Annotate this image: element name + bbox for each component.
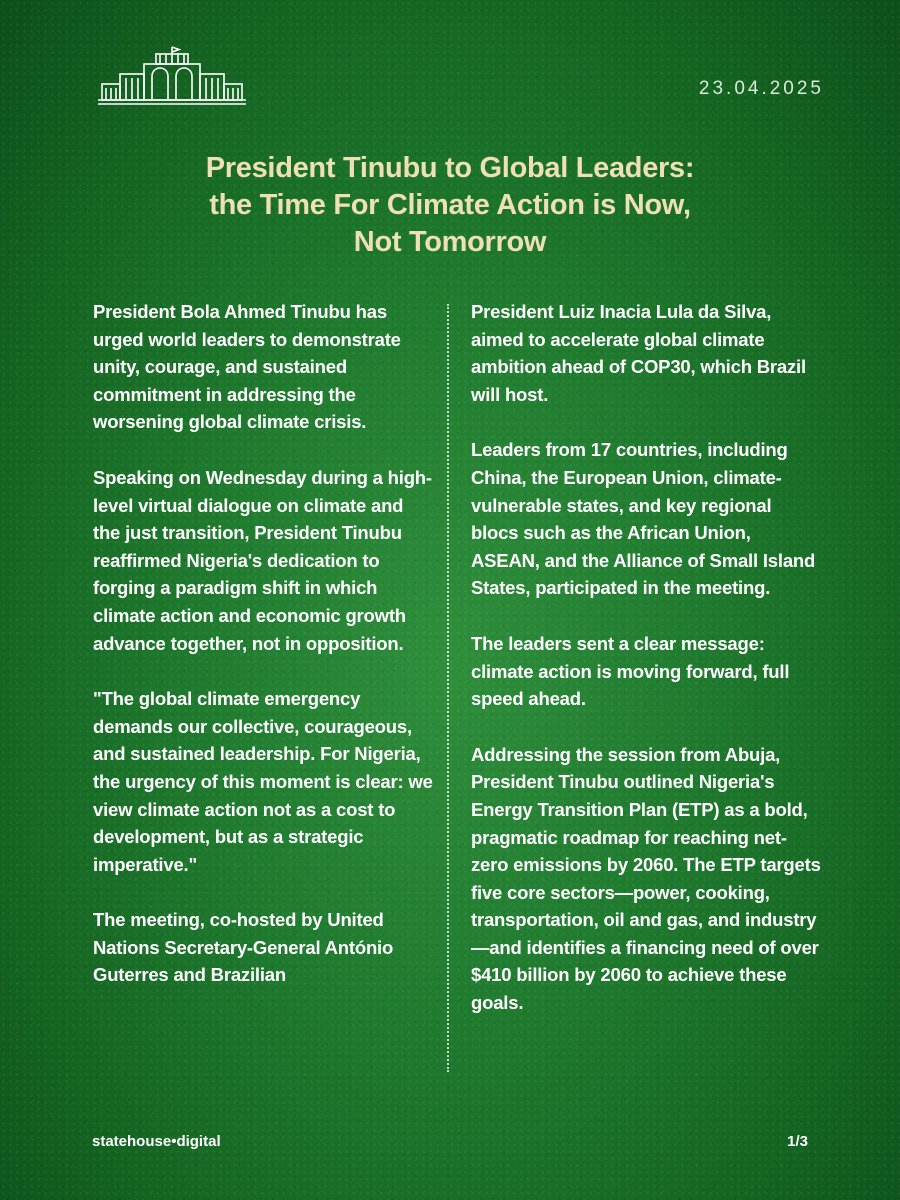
quote-paragraph: "The global climate emergency demands our collective, courageous, and sustained leadership. For Nigeria, the urgency of this moment is clear: we view climate action not as a cost to development, but as a strategic imperative." xyxy=(93,688,433,875)
paragraph: Leaders from 17 countries, including China, the European Union, climate-vulnerable states, and key regional blocs such as the African Union, ASEAN, and the Alliance of Small Island States, participated in the meeting. xyxy=(471,439,816,599)
left-column xyxy=(93,298,447,1074)
footer-brand: statehouse•digital xyxy=(92,1133,221,1150)
article-body xyxy=(93,298,823,1074)
headline-line-1: President Tinubu to Global Leaders: xyxy=(205,152,695,184)
statehouse-building-icon xyxy=(96,46,248,108)
headline-line-3: Not Tomorrow xyxy=(353,226,547,258)
headline-line-2: the Time For Climate Action is Now, xyxy=(209,189,691,221)
paragraph: Addressing the session from Abuja, President Tinubu outlined Nigeria's Energy Transition Plan (ETP) as a bold, pragmatic roadmap for reaching net-zero emissions by 2060. The ETP targets five core sectors—power, cooking, transportation, oil and gas, and industry—and identifies a financing need of over $410 billion by 2060 to achieve these goals. xyxy=(471,743,821,1014)
paragraph: The leaders sent a clear message: climate action is moving forward, full speed ahead. xyxy=(471,632,790,710)
page-indicator: 1/3 xyxy=(787,1133,808,1150)
paragraph: Speaking on Wednesday during a high-level virtual dialogue on climate and the just transition, President Tinubu reaffirmed Nigeria's dedication to forging a paradigm shift in which climate action and economic growth advance together, not in opposition. xyxy=(93,466,432,654)
post-date: 23.04.2025 xyxy=(698,78,824,99)
headline xyxy=(80,150,820,261)
paragraph: President Bola Ahmed Tinubu has urged world leaders to demonstrate unity, courage, and sustained commitment in addressing the worsening global climate crisis. xyxy=(93,301,401,433)
paragraph: The meeting, co-hosted by United Nations Secretary-General António Guterres and Brazilian xyxy=(93,909,394,986)
right-column xyxy=(449,298,821,1074)
paragraph: President Luiz Inacia Lula da Silva, aimed to accelerate global climate ambition ahead of COP30, which Brazil will host. xyxy=(471,301,806,405)
